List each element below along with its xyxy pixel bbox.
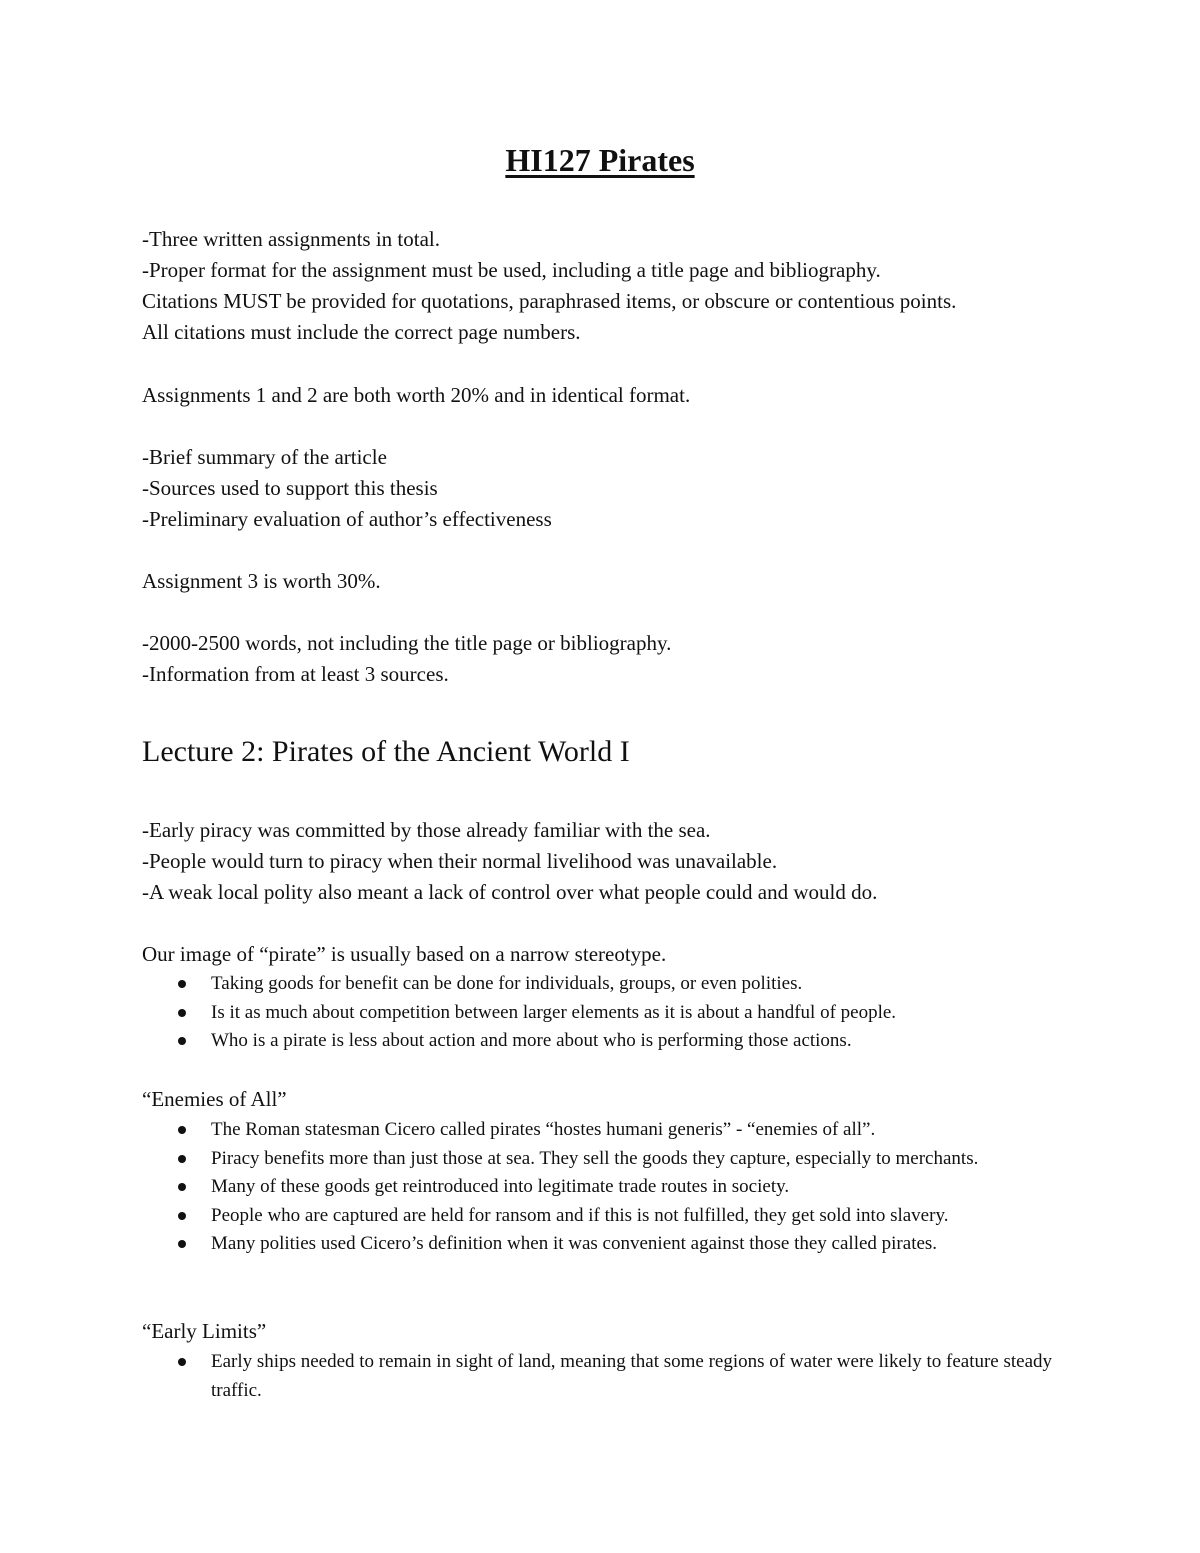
list-item-text: Is it as much about competition between larger elements as it is about a handful of people. xyxy=(211,1001,897,1023)
list-item-text: Many polities used Cicero’s definition when it was convenient against those they called pirates. xyxy=(211,1233,938,1254)
bullet-icon xyxy=(178,1037,186,1045)
list-item-text: Early ships needed to remain in sight of land, meaning that some regions of water were likely to feature steady traffic. xyxy=(211,1351,1053,1401)
assignment-requirement: -Information from at least 3 sources. xyxy=(142,662,449,686)
list-item-text: People who are captured are held for ransom and if this is not fulfilled, they get sold into slavery. xyxy=(211,1204,949,1226)
intro-line: Citations MUST be provided for quotations, paraphrased items, or obscure or contentious points. xyxy=(142,289,957,313)
page-title: HI127 Pirates xyxy=(505,142,695,178)
list-item xyxy=(142,970,1102,999)
intro-line: All citations must include the correct page numbers. xyxy=(142,320,581,344)
list-item xyxy=(142,1348,1102,1405)
intro-line: -Three written assignments in total. xyxy=(142,227,441,251)
bullet-icon xyxy=(178,1183,186,1191)
list-item xyxy=(142,1116,1102,1145)
bullet-icon xyxy=(178,1240,186,1248)
list-item xyxy=(142,999,1102,1028)
bullet-icon xyxy=(178,1126,186,1134)
list-item-text: Piracy benefits more than just those at sea. They sell the goods they capture, especially to merchants. xyxy=(211,1147,979,1169)
assignment-3-text: Assignment 3 is worth 30%. xyxy=(142,569,381,593)
image-bullet-list xyxy=(142,970,1102,1056)
lecture-line: -Early piracy was committed by those already familiar with the sea. xyxy=(142,818,711,842)
bullet-icon xyxy=(178,980,186,988)
list-item xyxy=(142,1202,1102,1231)
list-item xyxy=(142,1145,1102,1174)
bullet-icon xyxy=(178,1212,186,1220)
early-limits-heading: “Early Limits” xyxy=(142,1319,267,1343)
list-item-text: Who is a pirate is less about action and more about who is performing those actions. xyxy=(211,1030,852,1051)
lecture-line: -A weak local polity also meant a lack of control over what people could and would do. xyxy=(142,880,878,904)
bullet-icon xyxy=(178,1009,186,1017)
assignment-requirement: -Brief summary of the article xyxy=(142,445,387,469)
list-item xyxy=(142,1230,1102,1259)
assignment-requirement: -2000-2500 words, not including the title page or bibliography. xyxy=(142,631,672,655)
list-item-text: Taking goods for benefit can be done for individuals, groups, or even polities. xyxy=(211,973,803,994)
early-limits-bullet-list xyxy=(142,1348,1102,1405)
list-item xyxy=(142,1173,1102,1202)
enemies-bullet-list xyxy=(142,1116,1102,1259)
lecture-line: -People would turn to piracy when their normal livelihood was unavailable. xyxy=(142,849,778,873)
assignments-1-2-text: Assignments 1 and 2 are both worth 20% and in identical format. xyxy=(142,383,691,407)
bullet-icon xyxy=(178,1358,186,1366)
image-intro-text: Our image of “pirate” is usually based on a narrow stereotype. xyxy=(142,942,667,966)
list-item-text: Many of these goods get reintroduced into legitimate trade routes in society. xyxy=(211,1176,790,1197)
lecture-heading: Lecture 2: Pirates of the Ancient World I xyxy=(142,735,630,768)
enemies-heading: “Enemies of All” xyxy=(142,1087,287,1111)
assignment-requirement: -Sources used to support this thesis xyxy=(142,476,438,500)
list-item xyxy=(142,1027,1102,1056)
list-item-text: The Roman statesman Cicero called pirates “hostes humani generis” - “enemies of all”. xyxy=(211,1119,876,1140)
bullet-icon xyxy=(178,1155,186,1163)
assignment-requirement: -Preliminary evaluation of author’s effectiveness xyxy=(142,507,552,531)
intro-line: -Proper format for the assignment must be used, including a title page and bibliography. xyxy=(142,258,881,282)
